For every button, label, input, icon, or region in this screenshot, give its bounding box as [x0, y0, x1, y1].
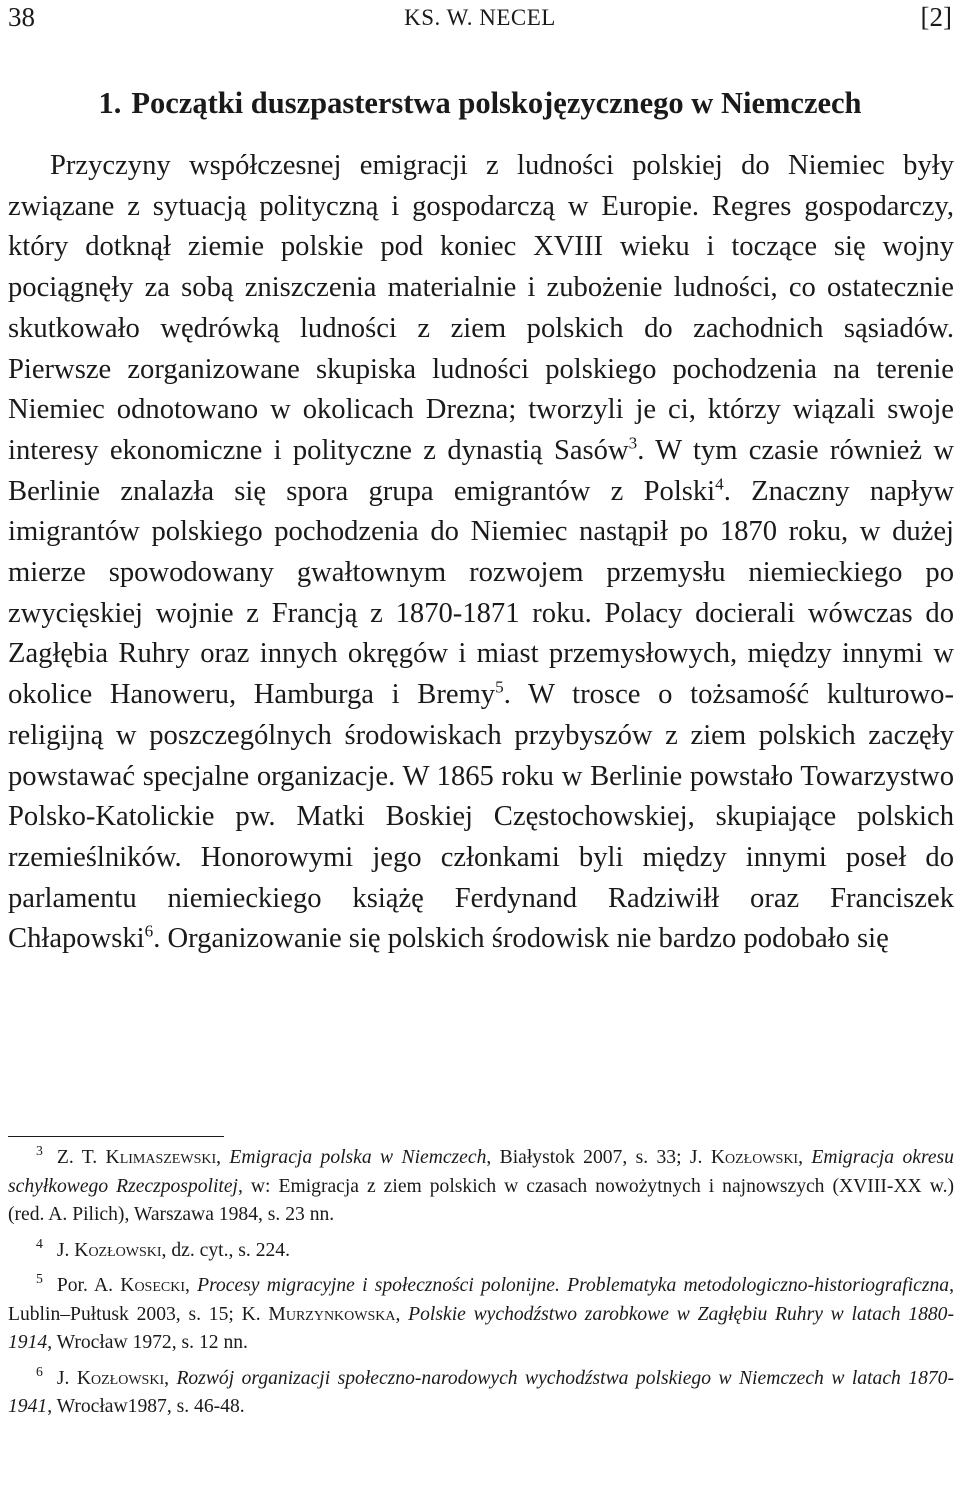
- footnote-text: , dz. cyt., s. 224.: [161, 1239, 290, 1261]
- footnote: [8, 1365, 954, 1422]
- footnote-ref[interactable]: 4: [715, 474, 724, 494]
- footnote-title: Polskie wychodźstwo zarobkowe w Zagłębiu Ruhry w latach 1880-1914: [8, 1303, 954, 1353]
- footnote-text: ,: [164, 1367, 177, 1389]
- footnote-title: Emigracja okresu schyłkowego Rzeczpospolitej: [8, 1147, 954, 1197]
- footnote-text: ,: [185, 1275, 198, 1296]
- footnote: [8, 1237, 954, 1266]
- footnote-text: J.: [56, 1239, 75, 1261]
- footnote-number: 4: [36, 1235, 43, 1251]
- body-text: [8, 146, 954, 960]
- footnote-title: Rozwój organizacji społeczno-narodowych wychodźstwa polskiego w Niemczech w latach 1870-1941: [8, 1367, 954, 1417]
- footnote-number: 3: [36, 1143, 43, 1159]
- footnote-text: Por. A.: [56, 1275, 121, 1296]
- footnote-text: , Białystok 2007, s. 33; J.: [486, 1147, 711, 1168]
- page-number: 38: [8, 2, 35, 32]
- page-header: [0, 0, 960, 40]
- section-number: 1.: [98, 86, 122, 120]
- footnote-ref[interactable]: 3: [628, 433, 638, 453]
- body-segment: . Znaczny napływ imigrantów polskiego pochodzenia do Niemiec nastąpił po 1870 roku, w dużej mierze spowodowany gwałtownym rozwojem przemysłu niemieckiego po zwycięskiej wojnie z Francją z 1870-1871 roku. Polacy docierali wówczas do Zagłębia Ruhry oraz innych okręgów i miast przemysłowych, między innymi w okolice Hanoweru, Hamburga i Bremy: [8, 475, 954, 711]
- footnote-author: Murzynkowska: [268, 1303, 396, 1325]
- footnote: [8, 1272, 954, 1358]
- footnote-author: Kozłowski: [710, 1147, 799, 1168]
- chapter-number: [2]: [920, 2, 952, 32]
- footnote-number: 6: [36, 1363, 43, 1379]
- footnote-text: , Lublin–Pułtusk 2003, s. 15; K.: [8, 1275, 954, 1325]
- body-segment: . W trosce o tożsamość kulturowo-religijną w poszczególnych środowiskach przybyszów z ziem polskich zaczęły powstawać specjalne organizacje. W 1865 roku w Berlinie powstało Towarzystwo Polsko-Katolickie pw. Matki Boskiej Częstochowskiej, skupiające polskich rzemieślników. Honorowymi jego członkami byli między innymi poseł do parlamentu niemieckiego książę Ferdynand Radziwiłł oraz Franciszek Chłapowski: [8, 679, 954, 955]
- paragraph: [8, 146, 954, 960]
- footnote-divider: [8, 1136, 224, 1137]
- footnote-text: , Wrocław 1972, s. 12 nn.: [47, 1332, 248, 1353]
- footnote: [8, 1144, 954, 1230]
- footnote-text: ,: [798, 1147, 812, 1168]
- footnotes: [8, 1144, 954, 1429]
- body-segment: . Organizowanie się polskich środowisk nie bardzo podobało się: [153, 923, 889, 955]
- footnote-ref[interactable]: 5: [495, 677, 504, 697]
- footnote-title: Emigracja polska w Niemczech: [229, 1147, 487, 1168]
- footnote-text: , Wrocław1987, s. 46-48.: [47, 1396, 245, 1417]
- footnote-text: ,: [395, 1303, 409, 1325]
- body-segment: . W tym czasie również w Berlinie znalazła się spora grupa emigrantów z Polski: [8, 434, 954, 507]
- footnote-ref[interactable]: 6: [144, 921, 154, 941]
- footnote-author: Kozłowski: [76, 1367, 165, 1389]
- footnote-number: 5: [36, 1271, 43, 1287]
- footnote-text: Z. T.: [56, 1147, 106, 1168]
- footnote-author: Kozłowski: [74, 1239, 162, 1261]
- running-head: KS. W. NECEL: [404, 5, 556, 30]
- footnote-author: Klimaszewski: [105, 1147, 217, 1168]
- footnote-text: J.: [56, 1367, 77, 1389]
- footnote-author: Kosecki: [120, 1275, 186, 1296]
- footnote-text: ,: [216, 1147, 230, 1168]
- section-heading: [0, 86, 960, 121]
- body-segment: Przyczyny współczesnej emigracji z ludności polskiej do Niemiec były związane z sytuacją polityczną i gospodarczą w Europie. Regres gospodarczy, który dotknął ziemie polskie pod koniec XVIII wieku i toczące się wojny pociągnęły za sobą zniszczenia materialnie i zubożenie ludności, co ostatecznie skutkowało wędrówką ludności z ziem polskich do zachodnich sąsiadów. Pierwsze zorganizowane skupiska ludności polskiego pochodzenia na terenie Niemiec odnotowano w okolicach Drezna; tworzyli je ci, którzy wiązali swoje interesy ekonomiczne i polityczne z dynastią Sasów: [8, 150, 954, 466]
- section-title: Początki duszpasterstwa polskojęzycznego w Niemczech: [131, 86, 862, 120]
- footnote-text: , w: Emigracja z ziem polskich w czasach nowożytnych i najnowszych (XVIII-XX w.) (red. A. Pilich), Warszawa 1984, s. 23 nn.: [8, 1175, 954, 1225]
- footnote-title: Procesy migracyjne i społeczności polonijne. Problematyka metodologiczno-historiograficzna: [197, 1275, 950, 1296]
